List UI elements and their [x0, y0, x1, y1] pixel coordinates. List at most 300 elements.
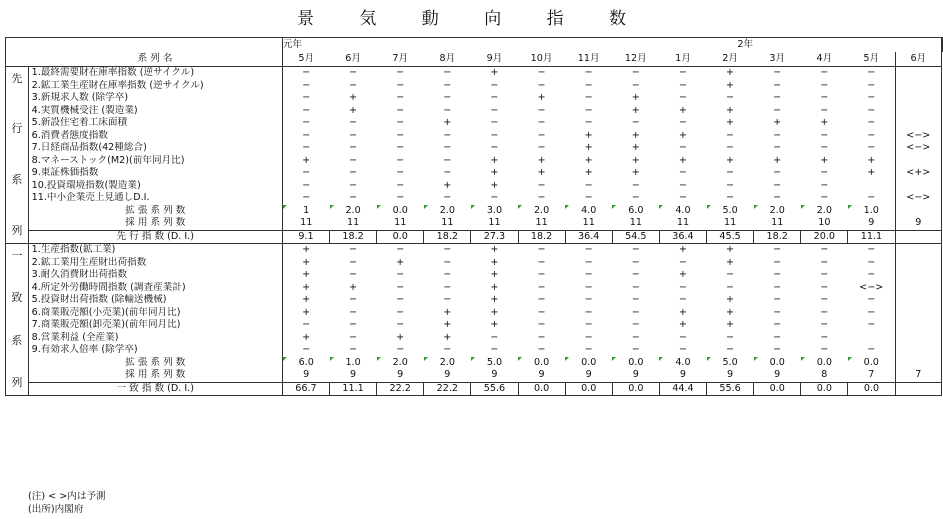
sign-cell: [895, 294, 941, 307]
sign-cell: −: [678, 192, 687, 203]
adopted-value: 9: [377, 369, 424, 382]
sign-cell: −: [396, 129, 405, 141]
di-value: 0.0: [754, 382, 801, 396]
sign-cell: <−>: [895, 142, 941, 155]
sign-cell: −: [349, 306, 358, 318]
sign-cell: +: [302, 294, 311, 305]
sign-cell: −: [443, 104, 452, 116]
sign-cell: <+>: [895, 167, 941, 180]
sign-cell: −: [443, 256, 452, 268]
sign-cell: −: [773, 142, 782, 153]
sign-cell: −: [867, 256, 876, 268]
sign-cell: −: [867, 244, 876, 255]
sign-cell: +: [726, 154, 735, 166]
series-name: 9.東証株価指数: [28, 167, 282, 180]
month-header: 12月: [612, 52, 659, 67]
sign-cell: −: [726, 331, 735, 343]
sign-cell: +: [396, 256, 405, 268]
month-header: 6月: [330, 52, 377, 67]
sign-cell: −: [349, 79, 358, 91]
adopted-value: 11: [659, 217, 706, 230]
sign-cell: −: [867, 269, 876, 280]
di-value: 9.1: [282, 230, 329, 244]
sign-cell: +: [302, 281, 311, 293]
sign-cell: −: [302, 179, 311, 191]
di-label: 先 行 指 数 (D. I.): [28, 230, 282, 244]
sign-cell: +: [584, 129, 593, 141]
expanded-value: 4.0: [659, 357, 706, 370]
sign-cell: −: [537, 129, 546, 141]
sign-cell: −: [726, 344, 735, 355]
month-header: 5月: [848, 52, 895, 67]
expanded-value: 3.0: [471, 205, 518, 218]
sign-cell: −: [820, 281, 829, 293]
sign-cell: −: [302, 319, 311, 330]
index-table: [5, 37, 943, 396]
series-name: 9.有効求人倍率 (除学卒): [28, 344, 282, 357]
series-name: 4.所定外労働時間指数 (調査産業計): [28, 282, 282, 295]
sign-cell: −: [631, 67, 640, 78]
sign-cell: −: [584, 319, 593, 330]
sign-cell: −: [726, 281, 735, 293]
expanded-value: 0.0: [754, 357, 801, 370]
sign-cell: −: [820, 192, 829, 203]
sign-cell: −: [396, 269, 405, 280]
sign-cell: −: [773, 281, 782, 293]
sign-cell: −: [396, 319, 405, 330]
sign-cell: −: [867, 192, 876, 203]
adopted-value: 9: [330, 369, 377, 382]
sign-cell: −: [820, 104, 829, 116]
sign-cell: −: [631, 319, 640, 330]
expanded-value: 0.0: [518, 357, 565, 370]
sign-cell: −: [443, 244, 452, 255]
sign-cell: −: [349, 117, 358, 128]
sign-cell: −: [867, 142, 876, 153]
sign-cell: +: [302, 306, 311, 318]
sign-cell: −: [773, 331, 782, 343]
sign-cell: −: [396, 67, 405, 78]
sign-cell: −: [773, 306, 782, 318]
adopted-value: 10: [801, 217, 848, 230]
sign-cell: −: [443, 154, 452, 166]
di-value: 0.0: [848, 382, 895, 396]
di-value: 66.7: [282, 382, 329, 396]
di-value: 55.6: [471, 382, 518, 396]
sign-cell: −: [537, 256, 546, 268]
sign-cell: −: [537, 117, 546, 128]
adopted-value: 11: [424, 217, 471, 230]
note-source: (出所)内閣府: [28, 504, 84, 515]
sign-cell: −: [349, 167, 358, 178]
header-blank: [518, 38, 565, 53]
sign-cell: −: [443, 192, 452, 203]
sign-cell: −: [537, 142, 546, 153]
sign-cell: −: [820, 79, 829, 91]
sign-cell: +: [678, 129, 687, 141]
month-header: 4月: [801, 52, 848, 67]
sign-cell: +: [302, 331, 311, 343]
sign-cell: −: [349, 129, 358, 141]
di-value: 36.4: [565, 230, 612, 244]
sign-cell: +: [631, 167, 640, 178]
sign-cell: −: [631, 331, 640, 343]
group-char: 系: [11, 173, 23, 187]
sign-cell: +: [726, 117, 735, 128]
sign-cell: −: [584, 117, 593, 128]
expanded-value: 2.0: [518, 205, 565, 218]
expanded-value: [895, 357, 941, 370]
expanded-label: 拡 張 系 列 数: [28, 357, 282, 370]
di-value: 22.2: [377, 382, 424, 396]
leading-group-label: [6, 67, 29, 244]
adopted-value: 9: [848, 217, 895, 230]
sign-cell: −: [820, 129, 829, 141]
sign-cell: −: [396, 344, 405, 355]
adopted-value: 9: [707, 369, 754, 382]
sign-cell: −: [631, 179, 640, 191]
sign-cell: −: [820, 294, 829, 305]
header-blank: [612, 38, 659, 53]
sign-cell: +: [867, 154, 876, 166]
expanded-value: 0.0: [377, 205, 424, 218]
series-name: 7.日経商品指数(42種総合): [28, 142, 282, 155]
sign-cell: +: [726, 306, 735, 318]
sign-cell: −: [678, 167, 687, 178]
sign-cell: −: [349, 244, 358, 255]
sign-cell: +: [490, 179, 499, 191]
adopted-value: 11: [518, 217, 565, 230]
sign-cell: +: [396, 331, 405, 343]
sign-cell: −: [537, 244, 546, 255]
adopted-value: 9: [612, 369, 659, 382]
month-header: 6月: [895, 52, 941, 67]
sign-cell: −: [537, 79, 546, 91]
sign-cell: [895, 269, 941, 282]
sign-cell: +: [443, 331, 452, 343]
sign-cell: +: [443, 319, 452, 330]
di-value: 55.6: [707, 382, 754, 396]
sign-cell: [895, 180, 941, 193]
sign-cell: −: [773, 79, 782, 91]
sign-cell: −: [867, 294, 876, 305]
sign-cell: +: [490, 319, 499, 330]
sign-cell: <−>: [859, 281, 884, 293]
sign-cell: −: [678, 142, 687, 153]
expanded-value: 1: [282, 205, 329, 218]
sign-cell: −: [443, 79, 452, 91]
expanded-value: 5.0: [707, 357, 754, 370]
sign-cell: −: [773, 294, 782, 305]
series-header: 系 列 名: [28, 52, 282, 67]
sign-cell: −: [443, 344, 452, 355]
expanded-value: 1.0: [330, 357, 377, 370]
expanded-value: 0.0: [565, 357, 612, 370]
sign-cell: −: [349, 344, 358, 355]
sign-cell: −: [349, 142, 358, 153]
sign-cell: +: [302, 256, 311, 268]
sign-cell: −: [773, 129, 782, 141]
sign-cell: −: [773, 92, 782, 103]
sign-cell: −: [443, 92, 452, 103]
sign-cell: −: [490, 331, 499, 343]
adopted-value: 9: [282, 369, 329, 382]
sign-cell: −: [490, 104, 499, 116]
sign-cell: −: [631, 306, 640, 318]
sign-cell: +: [631, 129, 640, 141]
notes: [28, 490, 106, 516]
adopted-value: 9: [659, 369, 706, 382]
sign-cell: −: [726, 192, 735, 203]
sign-cell: −: [537, 319, 546, 330]
expanded-value: 0.0: [612, 357, 659, 370]
sign-cell: −: [443, 294, 452, 305]
expanded-value: 2.0: [801, 205, 848, 218]
adopted-label: 採 用 系 列 数: [28, 217, 282, 230]
sign-cell: −: [302, 167, 311, 178]
expanded-value: 5.0: [471, 357, 518, 370]
sign-cell: +: [490, 256, 499, 268]
sign-cell: −: [631, 117, 640, 128]
sign-cell: −: [631, 281, 640, 293]
expanded-value: 6.0: [282, 357, 329, 370]
sign-cell: −: [678, 281, 687, 293]
sign-cell: +: [349, 281, 358, 293]
sign-cell: +: [726, 79, 735, 91]
sign-cell: −: [490, 117, 499, 128]
sign-cell: −: [302, 67, 311, 78]
sign-cell: −: [443, 142, 452, 153]
sign-cell: −: [537, 269, 546, 280]
sign-cell: −: [820, 92, 829, 103]
sign-cell: −: [349, 154, 358, 166]
expanded-value: 2.0: [754, 205, 801, 218]
sign-cell: −: [678, 67, 687, 78]
sign-cell: −: [584, 79, 593, 91]
header-corner: [6, 52, 29, 67]
expanded-value: 2.0: [424, 357, 471, 370]
sign-cell: +: [584, 167, 593, 178]
header-blank: [471, 38, 518, 53]
month-header: 9月: [471, 52, 518, 67]
sign-cell: −: [678, 92, 687, 103]
sign-cell: +: [678, 244, 687, 255]
sign-cell: +: [726, 319, 735, 330]
sign-cell: [895, 80, 941, 93]
sign-cell: −: [773, 244, 782, 255]
di-value: 36.4: [659, 230, 706, 244]
expanded-value: 2.0: [377, 357, 424, 370]
sign-cell: −: [490, 192, 499, 203]
adopted-value: 9: [565, 369, 612, 382]
adopted-value: 7: [848, 369, 895, 382]
sign-cell: −: [867, 319, 876, 330]
sign-cell: −: [396, 142, 405, 153]
di-value: 0.0: [518, 382, 565, 396]
expanded-label: 拡 張 系 列 数: [28, 205, 282, 218]
sign-cell: <−>: [895, 130, 941, 143]
sign-cell: −: [820, 179, 829, 191]
sign-cell: +: [631, 104, 640, 116]
sign-cell: +: [537, 154, 546, 166]
sign-cell: −: [867, 306, 876, 318]
month-header: 7月: [377, 52, 424, 67]
sign-cell: −: [820, 244, 829, 255]
sign-cell: −: [678, 294, 687, 305]
sign-cell: +: [490, 281, 499, 293]
sign-cell: −: [396, 79, 405, 91]
sign-cell: −: [678, 331, 687, 343]
sign-cell: −: [820, 256, 829, 268]
sign-cell: +: [490, 294, 499, 305]
sign-cell: −: [396, 154, 405, 166]
sign-cell: −: [349, 294, 358, 305]
sign-cell: −: [396, 294, 405, 305]
sign-cell: −: [584, 67, 593, 78]
series-name: 11.中小企業売上見通しD.I.: [28, 192, 282, 205]
sign-cell: +: [631, 154, 640, 166]
sign-cell: [895, 105, 941, 118]
adopted-value: 9: [895, 217, 941, 230]
group-char: 一: [11, 248, 23, 262]
sign-cell: +: [631, 92, 640, 103]
sign-cell: −: [349, 67, 358, 78]
sign-cell: −: [537, 331, 546, 343]
sign-cell: −: [584, 244, 593, 255]
header-blank: [942, 38, 943, 53]
sign-cell: −: [584, 192, 593, 203]
di-value: 18.2: [754, 230, 801, 244]
series-name: 6.消費者態度指数: [28, 130, 282, 143]
sign-cell: −: [726, 269, 735, 280]
sign-cell: [895, 257, 941, 270]
sign-cell: +: [537, 167, 546, 178]
group-char: 系: [11, 333, 23, 347]
month-header: 1月: [659, 52, 706, 67]
year-label-2: 2年: [659, 38, 941, 53]
sign-cell: −: [678, 117, 687, 128]
expanded-value: 4.0: [659, 205, 706, 218]
expanded-value: 0.0: [801, 357, 848, 370]
sign-cell: −: [490, 344, 499, 355]
sign-cell: −: [537, 179, 546, 191]
adopted-value: 11: [282, 217, 329, 230]
expanded-value: 2.0: [330, 205, 377, 218]
sign-cell: −: [302, 92, 311, 103]
expanded-value: 2.0: [424, 205, 471, 218]
sign-cell: +: [490, 67, 499, 78]
sign-cell: −: [537, 281, 546, 293]
sign-cell: −: [631, 294, 640, 305]
sign-cell: +: [490, 154, 499, 166]
sign-cell: +: [726, 294, 735, 305]
di-value: 0.0: [801, 382, 848, 396]
sign-cell: −: [396, 281, 405, 293]
sign-cell: −: [867, 104, 876, 116]
sign-cell: −: [631, 192, 640, 203]
sign-cell: [895, 92, 941, 105]
sign-cell: −: [773, 104, 782, 116]
sign-cell: +: [302, 244, 311, 255]
series-name: 4.実質機械受注 (製造業): [28, 105, 282, 118]
group-char: 行: [11, 122, 23, 136]
sign-cell: +: [631, 142, 640, 153]
di-value: 0.0: [612, 382, 659, 396]
adopted-value: 9: [518, 369, 565, 382]
sign-cell: +: [490, 306, 499, 318]
di-value: 11.1: [848, 230, 895, 244]
adopted-value: 7: [895, 369, 941, 382]
sign-cell: −: [631, 79, 640, 91]
group-char: 列: [11, 223, 23, 237]
sign-cell: −: [867, 344, 876, 355]
sign-cell: +: [678, 104, 687, 116]
sign-cell: −: [396, 117, 405, 128]
sign-cell: −: [820, 331, 829, 343]
sign-cell: +: [349, 92, 358, 103]
sign-cell: [895, 319, 941, 332]
sign-cell: −: [820, 319, 829, 330]
sign-cell: −: [867, 79, 876, 91]
sign-cell: −: [631, 244, 640, 255]
series-name: 7.商業販売額(卸売業)(前年同月比): [28, 319, 282, 332]
sign-cell: −: [302, 192, 311, 203]
sign-cell: −: [537, 306, 546, 318]
di-value: 44.4: [659, 382, 706, 396]
sign-cell: −: [396, 244, 405, 255]
sign-cell: −: [302, 79, 311, 91]
sign-cell: −: [773, 344, 782, 355]
sign-cell: −: [773, 179, 782, 191]
sign-cell: −: [631, 256, 640, 268]
sign-cell: +: [678, 306, 687, 318]
adopted-value: 11: [377, 217, 424, 230]
sign-cell: +: [678, 319, 687, 330]
adopted-label: 採 用 系 列 数: [28, 369, 282, 382]
sign-cell: +: [443, 306, 452, 318]
sign-cell: +: [537, 92, 546, 103]
sign-cell: −: [584, 344, 593, 355]
header-corner: [6, 38, 29, 53]
sign-cell: +: [678, 154, 687, 166]
header-blank: [330, 38, 377, 53]
sign-cell: −: [584, 179, 593, 191]
month-header: 5月: [282, 52, 329, 67]
sign-cell: +: [726, 67, 735, 78]
month-header: 3月: [754, 52, 801, 67]
adopted-value: 11: [330, 217, 377, 230]
sign-cell: +: [726, 244, 735, 255]
series-name: 2.鉱工業生産財在庫率指数 (逆サイクル): [28, 80, 282, 93]
adopted-value: 11: [754, 217, 801, 230]
expanded-value: 4.0: [565, 205, 612, 218]
sign-cell: [895, 67, 941, 80]
sign-cell: [895, 307, 941, 320]
page-title: 景 気 動 向 指 数: [296, 9, 647, 29]
sign-cell: [895, 244, 941, 257]
month-header: 2月: [707, 52, 754, 67]
sign-cell: +: [726, 256, 735, 268]
sign-cell: −: [349, 319, 358, 330]
sign-cell: −: [443, 281, 452, 293]
series-name: 5.投資財出荷指数 (除輸送機械): [28, 294, 282, 307]
coincident-group-label: [6, 244, 29, 396]
series-name: 5.新設住宅着工床面積: [28, 117, 282, 130]
sign-cell: +: [773, 117, 782, 128]
year-label-1: 元年: [282, 38, 329, 53]
sign-cell: −: [349, 331, 358, 343]
sign-cell: −: [396, 179, 405, 191]
